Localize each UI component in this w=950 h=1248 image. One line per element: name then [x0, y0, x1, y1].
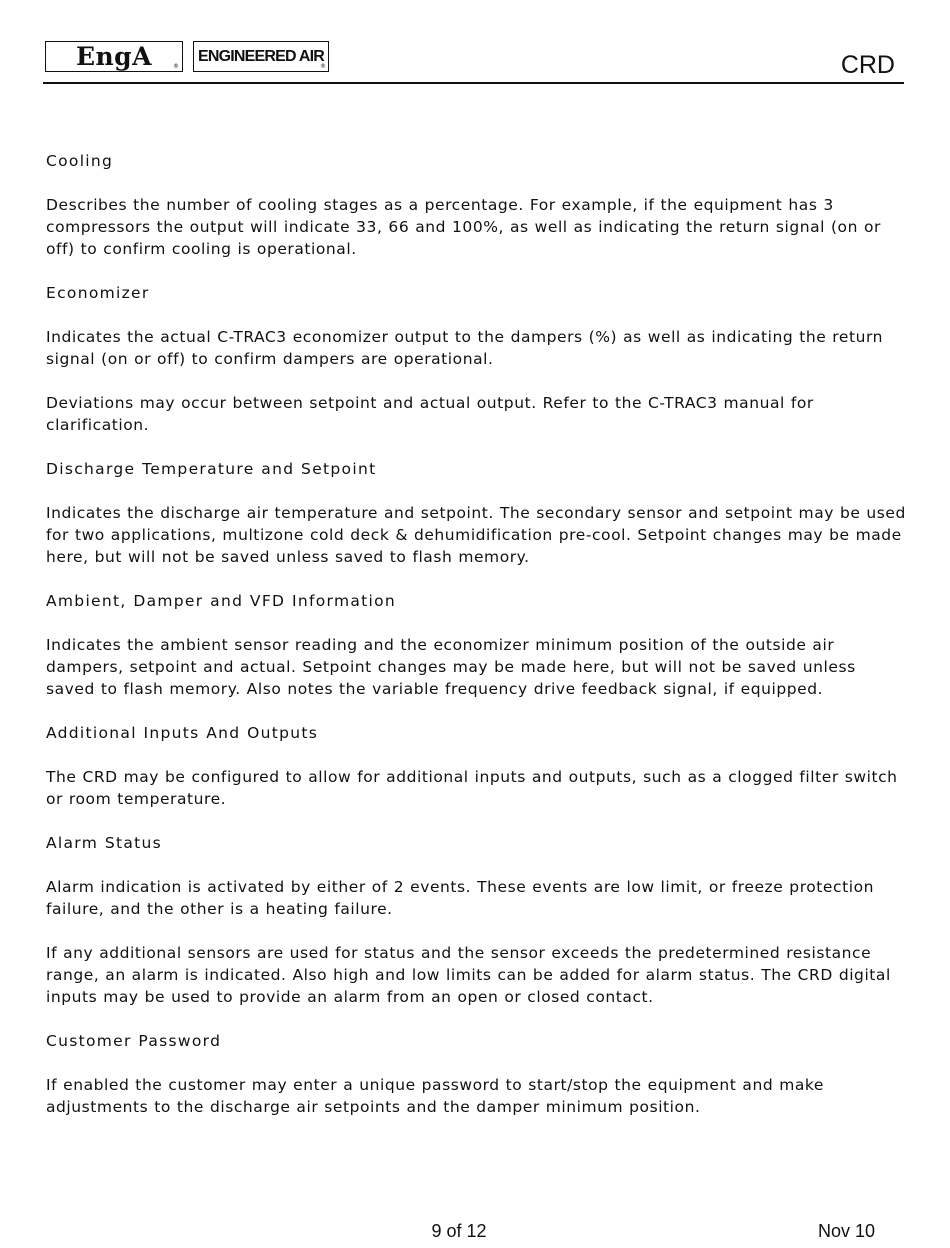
section-heading: Additional Inputs And Outputs [46, 724, 319, 742]
paragraph: Deviations may occur between setpoint and actual output. Refer to the C-TRAC3 manual for clarification. [46, 394, 814, 434]
paragraph: Describes the number of cooling stages as a percentage. For example, if the equipment has 3 compressors the output will indicate 33, 66 and 100%, as well as indicating the return signal (on or off) to confirm cooling is operational. [46, 196, 881, 258]
paragraph: Indicates the discharge air temperature and setpoint. The secondary sensor and setpoint may be used for two applications, multizone cold deck & dehumidification pre-cool. Setpoint changes may be made here, but will not be saved unless saved to flash memory. [46, 504, 906, 566]
section-heading: Alarm Status [46, 834, 163, 852]
paragraph: Alarm indication is activated by either of 2 events. These events are low limit, or freeze protection failure, and the other is a heating failure. [46, 878, 874, 918]
section-heading: Economizer [46, 284, 150, 302]
engineered-air-logo [193, 41, 329, 72]
page-header [43, 40, 903, 84]
paragraph: Indicates the ambient sensor reading and the economizer minimum position of the outside air dampers, setpoint and actual. Setpoint changes may be made here, but will not be saved unless saved to flash memory. Also notes the variable frequency drive feedback signal, if equipped. [46, 636, 856, 698]
section-heading: Customer Password [46, 1032, 222, 1050]
enga-logo [45, 41, 183, 72]
paragraph: If any additional sensors are used for status and the sensor exceeds the predetermined resistance range, an alarm is indicated. Also high and low limits can be added for alarm status. The CRD digital inputs may be used to provide an alarm from an open or closed contact. [46, 944, 891, 1006]
section-heading: Discharge Temperature and Setpoint [46, 460, 377, 478]
page-number: 9 of 12 [431, 1221, 487, 1241]
engineered-air-logo-text: ENGINEERED AIR [197, 48, 324, 65]
enga-logo-text: EngA [75, 42, 153, 71]
paragraph: The CRD may be configured to allow for additional inputs and outputs, such as a clogged filter switch or room temperature. [46, 768, 898, 808]
document-code: CRD [840, 51, 895, 79]
section-heading: Ambient, Damper and VFD Information [46, 592, 397, 610]
paragraph: Indicates the actual C-TRAC3 economizer output to the dampers (%) as well as indicating the return signal (on or off) to confirm dampers are operational. [46, 328, 883, 368]
revision-date: Nov 10 [817, 1221, 875, 1241]
section-heading: Cooling [46, 152, 114, 170]
paragraph: If enabled the customer may enter a unique password to start/stop the equipment and make adjustments to the discharge air setpoints and the damper minimum position. [46, 1076, 824, 1116]
registered-mark: ® [320, 63, 326, 70]
registered-mark: ® [173, 63, 179, 70]
document-body [46, 150, 906, 1140]
header-rule [43, 82, 904, 84]
